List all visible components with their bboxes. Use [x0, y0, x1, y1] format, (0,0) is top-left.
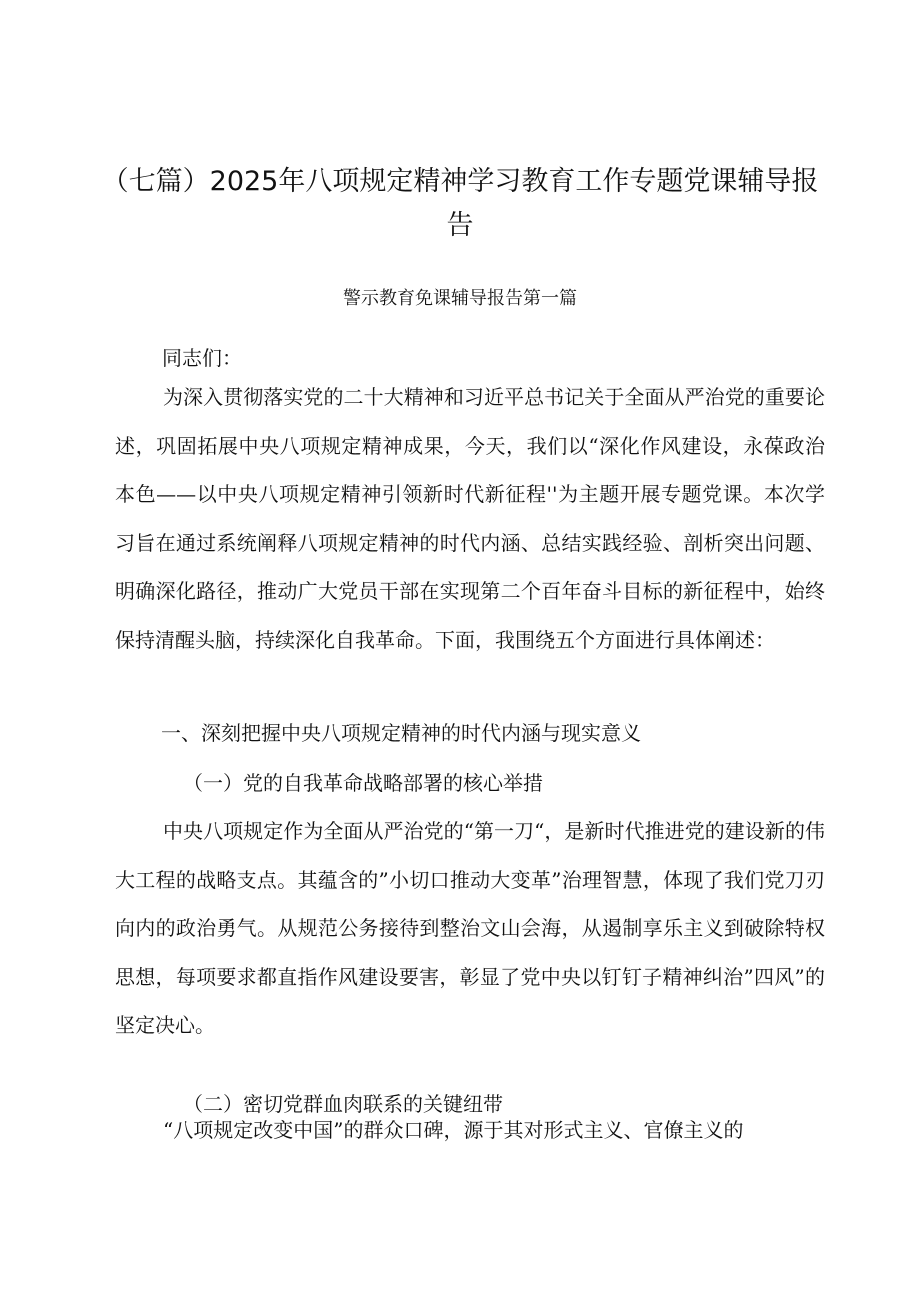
document-title: （七篇）2025年八项规定精神学习教育工作专题党课辅导报告 — [101, 166, 819, 241]
subsection-2-paragraph: “八项规定改变中国”的群众口碑，源于其对形式主义、官僚主义的 — [163, 1118, 744, 1142]
section-1-heading: 一、深刻把握中央八项规定精神的时代内涵与现实意义 — [161, 721, 641, 745]
greeting: 同志们： — [162, 346, 242, 370]
subsection-1-heading: （一）党的自我革命战略部署的核心举措 — [183, 771, 543, 795]
intro-paragraph: 为深入贯彻落实党的二十大精神和习近平总书记关于全面从严治党的重要论述，巩固拓展中央八项规定精神成果，今天，我们以“深化作风建设，永葆政治本色——以中央八项规定精神引领新时代新征程''为主题开展专题党课。本次学习旨在通过系统阐释八项规定精神的时代内涵、总结实践经验、剖析突出问题、明确深化路径，推动广大党员干部在实现第二个百年奋斗目标的新征程中，始终保持清醒头脑，持续深化自我革命。下面，我围绕五个方面进行具体阐述： — [115, 385, 825, 652]
subsection-2-heading: （二）密切党群血肉联系的关键纽带 — [183, 1092, 503, 1116]
document-subtitle: 警示教育免课辅导报告第一篇 — [343, 288, 577, 309]
subsection-1-paragraph: 中央八项规定作为全面从严治党的“第一刀“，是新时代推进党的建设新的伟大工程的战略支点。其蕴含的”小切口推动大变革”治理智慧，体现了我们党刀刃向内的政治勇气。从规范公务接待到整治文山会海，从遏制享乐主义到破除特权思想，每项要求都直指作风建设要害，彰显了党中央以钉钉子精神纠治”四风”的坚定决心。 — [115, 819, 825, 1037]
